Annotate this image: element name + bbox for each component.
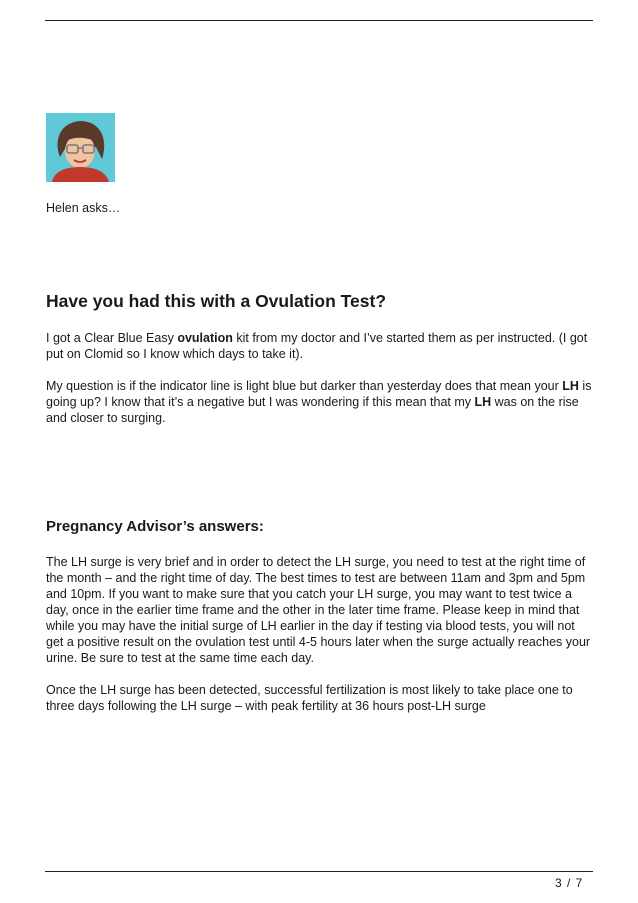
- answer-paragraph-1: The LH surge is very brief and in order to detect the LH surge, you need to test at the right time of the month – and the right time of day. The best times to test are between 11am and 3pm and 5pm and 10pm. If you want to make sure that you catch your LH surge, you may want to test twice a day, once in the earlier time frame and the other in the later time frame. Please keep in mind that while you may have the initial surge of LH earlier in the day if testing via blood tests, you will not get a positive result on the ovulation test until 4-5 hours later when the surge actually reaches your urine. Be sure to test at the same time each day.: [46, 555, 591, 665]
- answer-paragraph-2: Once the LH surge has been detected, successful fertilization is most likely to take place one to three days following the LH surge – with peak fertility at 36 hours post-LH surge: [46, 683, 573, 713]
- user-avatar-icon: [46, 113, 115, 182]
- question-paragraph-1: I got a Clear Blue Easy ovulation kit from my doctor and I’ve started them as per instructed. (I got put on Clomid so I know which days to take it).: [46, 331, 588, 361]
- question-title: Have you had this with a Ovulation Test?: [46, 291, 387, 311]
- footer-divider: [45, 871, 593, 872]
- asker-line: Helen asks…: [46, 201, 121, 215]
- header-divider: [45, 20, 593, 21]
- page-number: 3 / 7: [555, 876, 584, 890]
- answers-title: Pregnancy Advisor’s answers:: [46, 518, 264, 535]
- question-paragraph-2: My question is if the indicator line is light blue but darker than yesterday does that mean your LH is going up? I know that it’s a negative but I was wondering if this mean that my LH was on the rise and closer to surging.: [46, 379, 592, 425]
